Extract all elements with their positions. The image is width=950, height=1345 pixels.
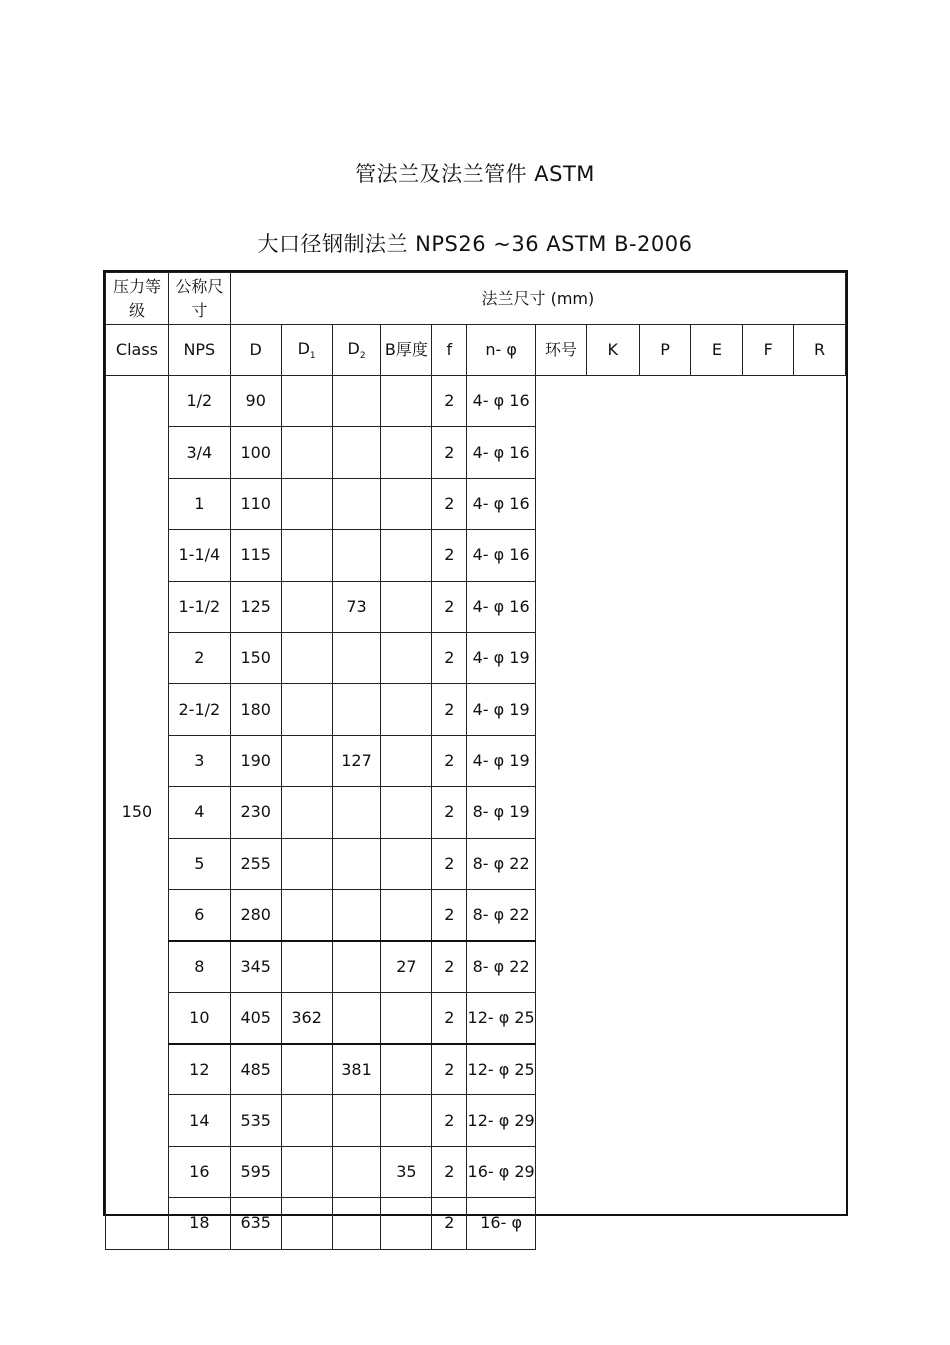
cell-d: 180: [230, 684, 281, 735]
class-header: Class: [106, 325, 169, 376]
cell-d: 635: [230, 1198, 281, 1249]
d2-header: $D_2$: [332, 325, 381, 376]
cell-d: 595: [230, 1146, 281, 1197]
cell-b: [381, 478, 432, 529]
cell-b: [381, 376, 432, 427]
cell-f: 2: [432, 1198, 467, 1249]
cell-f: 2: [432, 787, 467, 838]
cell-n-phi: 4- φ 16: [467, 427, 536, 478]
d-header: D: [230, 325, 281, 376]
table-row: [106, 376, 846, 427]
cell-f: 2: [432, 376, 467, 427]
cell-d2: [332, 684, 381, 735]
cell-b: [381, 1095, 432, 1146]
nps-header: NPS: [168, 325, 230, 376]
cell-nps: 1/2: [168, 376, 230, 427]
cell-d1: [281, 735, 332, 786]
cell-n-phi: 16- φ 29: [467, 1146, 536, 1197]
cell-d1: [281, 941, 332, 992]
cell-b: [381, 1198, 432, 1249]
cell-f: 2: [432, 581, 467, 632]
cell-n-phi: 16- φ: [467, 1198, 536, 1249]
cell-d1: [281, 478, 332, 529]
cell-d: 255: [230, 838, 281, 889]
cell-d: 280: [230, 889, 281, 940]
cell-n-phi: 4- φ 16: [467, 376, 536, 427]
cell-nps: 6: [168, 889, 230, 940]
cell-d2: [332, 838, 381, 889]
cell-d1: [281, 581, 332, 632]
cell-f: 2: [432, 632, 467, 683]
cell-n-phi: 12- φ 29: [467, 1095, 536, 1146]
cell-d1: [281, 632, 332, 683]
class-value-cell: 150: [106, 376, 169, 1250]
r-header: R: [794, 325, 846, 376]
p-header: P: [639, 325, 691, 376]
cell-d: 150: [230, 632, 281, 683]
cell-nps: 1-1/4: [168, 530, 230, 581]
page-title: 管法兰及法兰管件 ASTM: [355, 162, 595, 186]
cell-f: 2: [432, 1044, 467, 1095]
cell-d: 90: [230, 376, 281, 427]
k-header: K: [586, 325, 639, 376]
cell-n-phi: 4- φ 19: [467, 735, 536, 786]
cell-n-phi: 4- φ 19: [467, 632, 536, 683]
cell-nps: 2: [168, 632, 230, 683]
flange-dimensions-header: 法兰尺寸 (mm): [230, 273, 845, 325]
cell-d1: [281, 838, 332, 889]
cell-nps: 1-1/2: [168, 581, 230, 632]
f2-header: F: [743, 325, 794, 376]
cell-n-phi: 12- φ 25: [467, 992, 536, 1043]
flange-table-frame: [103, 270, 848, 1233]
cell-d2: [332, 992, 381, 1043]
cell-d: 125: [230, 581, 281, 632]
cell-d2: 73: [332, 581, 381, 632]
cell-d2: [332, 632, 381, 683]
f-header: f: [432, 325, 467, 376]
cell-f: 2: [432, 530, 467, 581]
cell-d: 115: [230, 530, 281, 581]
cell-n-phi: 8- φ 22: [467, 889, 536, 940]
cell-d2: [332, 427, 381, 478]
cell-nps: 1: [168, 478, 230, 529]
cell-b: [381, 787, 432, 838]
cell-b: 35: [381, 1146, 432, 1197]
cell-b: [381, 581, 432, 632]
empty-area: [536, 376, 846, 1250]
cell-d2: [332, 478, 381, 529]
cell-nps: 5: [168, 838, 230, 889]
cell-b: [381, 684, 432, 735]
cell-n-phi: 4- φ 19: [467, 684, 536, 735]
d1-header: $D_1$: [281, 325, 332, 376]
cell-f: 2: [432, 1095, 467, 1146]
cell-nps: 3: [168, 735, 230, 786]
cell-d1: [281, 376, 332, 427]
cell-d1: [281, 427, 332, 478]
cell-f: 2: [432, 478, 467, 529]
cell-n-phi: 4- φ 16: [467, 478, 536, 529]
cell-n-phi: 8- φ 19: [467, 787, 536, 838]
cell-n-phi: 8- φ 22: [467, 838, 536, 889]
cell-d1: [281, 787, 332, 838]
cell-d: 345: [230, 941, 281, 992]
cell-d2: [332, 530, 381, 581]
cell-d2: [332, 787, 381, 838]
cell-d: 535: [230, 1095, 281, 1146]
cell-b: [381, 838, 432, 889]
cell-d: 110: [230, 478, 281, 529]
cell-d: 100: [230, 427, 281, 478]
pressure-class-header: 压力等级: [106, 273, 169, 325]
cell-n-phi: 8- φ 22: [467, 941, 536, 992]
cell-d2: 381: [332, 1044, 381, 1095]
cell-d1: [281, 889, 332, 940]
cell-d1: [281, 1146, 332, 1197]
b-thickness-header: B厚度: [381, 325, 432, 376]
cell-n-phi: 12- φ 25: [467, 1044, 536, 1095]
cell-nps: 2-1/2: [168, 684, 230, 735]
cell-nps: 16: [168, 1146, 230, 1197]
cell-f: 2: [432, 889, 467, 940]
cell-d2: [332, 889, 381, 940]
cell-b: 27: [381, 941, 432, 992]
cell-nps: 18: [168, 1198, 230, 1249]
cell-nps: 4: [168, 787, 230, 838]
cell-d: 190: [230, 735, 281, 786]
cell-f: 2: [432, 838, 467, 889]
cell-b: [381, 735, 432, 786]
cell-d2: [332, 1095, 381, 1146]
cell-f: 2: [432, 1146, 467, 1197]
cell-nps: 14: [168, 1095, 230, 1146]
nominal-size-header: 公称尺寸: [168, 273, 230, 325]
cell-n-phi: 4- φ 16: [467, 581, 536, 632]
cell-b: [381, 1044, 432, 1095]
cell-nps: 10: [168, 992, 230, 1043]
cell-d1: [281, 684, 332, 735]
cell-f: 2: [432, 941, 467, 992]
cell-d1: [281, 1095, 332, 1146]
cell-b: [381, 530, 432, 581]
flange-dimensions-table: [105, 272, 846, 1250]
cell-d2: [332, 1146, 381, 1197]
cell-d1: 362: [281, 992, 332, 1043]
cell-n-phi: 4- φ 16: [467, 530, 536, 581]
table-title: 大口径钢制法兰 NPS26 ~36 ASTM B-2006: [257, 232, 693, 256]
cell-d1: [281, 1044, 332, 1095]
n-phi-header: n- φ: [467, 325, 536, 376]
cell-nps: 3/4: [168, 427, 230, 478]
cell-d2: [332, 376, 381, 427]
cell-d2: [332, 1198, 381, 1249]
cell-f: 2: [432, 684, 467, 735]
cell-d1: [281, 530, 332, 581]
cell-b: [381, 992, 432, 1043]
cell-d1: [281, 1198, 332, 1249]
cell-nps: 8: [168, 941, 230, 992]
cell-d: 485: [230, 1044, 281, 1095]
cell-b: [381, 889, 432, 940]
cell-d2: [332, 941, 381, 992]
cell-b: [381, 427, 432, 478]
e-header: E: [691, 325, 743, 376]
cell-f: 2: [432, 992, 467, 1043]
cell-d2: 127: [332, 735, 381, 786]
cell-b: [381, 632, 432, 683]
cell-f: 2: [432, 735, 467, 786]
ring-number-header: 环号: [536, 325, 587, 376]
cell-f: 2: [432, 427, 467, 478]
cell-nps: 12: [168, 1044, 230, 1095]
cell-d: 230: [230, 787, 281, 838]
cell-d: 405: [230, 992, 281, 1043]
